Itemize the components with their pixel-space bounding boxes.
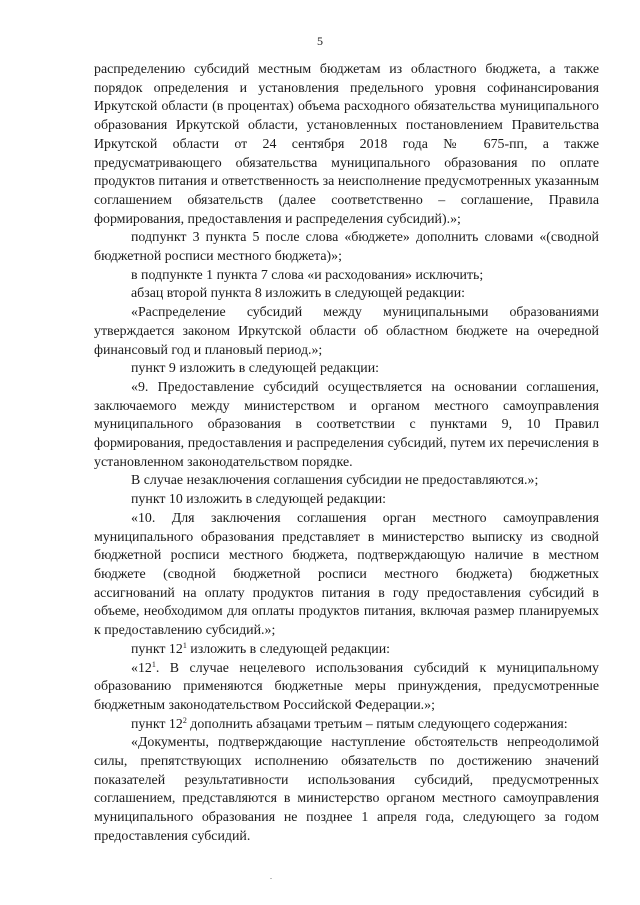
page-number: 5 [317, 34, 323, 48]
paragraph: «Документы, подтверждающие наступление обстоятельств непреодолимой силы, препятствующих исполнению обязательств по достижению значений показателей результативности использования субсидий, предусмотренных соглашением, представляются в министерство органом местного самоуправления муниципального образования не позднее 1 апреля года, следующего за годом предоставления субсидий. [94, 735, 599, 844]
paragraph-text-after: дополнить абзацами третьим – пятым следующего содержания: [186, 716, 568, 732]
document-body [94, 61, 599, 847]
paragraph: подпункт 3 пункта 5 после слова «бюджете» дополнить словами «(сводной бюджетной росписи местного бюджета)»; [94, 230, 599, 265]
paragraph: пункт 10 изложить в следующей редакции: [131, 492, 386, 508]
paragraph: в подпункте 1 пункта 7 слова «и расходования» исключить; [131, 267, 484, 283]
paragraph: пункт 9 изложить в следующей редакции: [131, 361, 380, 377]
paragraph [94, 641, 599, 660]
paragraph: распределению субсидий местным бюджетам из областного бюджета, а также порядок определения и установления предельного уровня софинансирования Иркутской области (в процентах) объема расходного обязательства муниципального образования Иркутской области, установленных постановлением Правительства Иркутской области от 24 сентября 2018 года № 675-пп, а также предусматривающего обязательства муниципального образования по оплате продуктов питания и ответственность за неисполнение предусмотренных указанным соглашением обязательств (далее соответственно – соглашение, Правила формирования, предоставления и распределения субсидий).»; [94, 62, 599, 227]
paragraph: В случае незаключения соглашения субсидии не предоставляются.»; [131, 473, 539, 489]
paragraph: «Распределение субсидий между муниципальными образованиями утверждается законом Иркутской области об областном бюджете на очередной финансовый год и плановый период.»; [94, 305, 599, 358]
paragraph-text-before: пункт 12 [131, 716, 183, 732]
paragraph: абзац второй пункта 8 изложить в следующей редакции: [131, 286, 466, 302]
paragraph: «10. Для заключения соглашения орган местного самоуправления муниципального образования представляет в министерство выписку из сводной бюджетной росписи местного бюджета, подтверждающую наличие в местном бюджете (сводной бюджетной росписи местного бюджета) бюджетных ассигнований на оплату продуктов питания в году предоставления субсидий в объеме, необходимом для оплаты продуктов питания, включая размер планируемых к предоставлению субсидий.»; [94, 510, 599, 639]
paragraph [94, 716, 599, 735]
paragraph-text-before: пункт 12 [131, 641, 183, 657]
paragraph-text-before: «12 [131, 660, 152, 676]
paragraph: «9. Предоставление субсидий осуществляется на основании соглашения, заключаемого между министерством и органом местного самоуправления муниципального образования в соответствии с пунктами 9, 10 Правил формирования, предоставления и распределения субсидий, путем их перечисления в установленном законодательством порядке. [94, 379, 599, 470]
superscript-index: 1 [182, 640, 187, 650]
paragraph-text-after: изложить в следующей редакции: [186, 641, 390, 657]
paragraph-text-after: . В случае нецелевого использования субсидий к муниципальному образованию применяются бюджетные меры принуждения, предусмотренные бюджетным законодательством Российской Федерации.»; [94, 660, 599, 713]
paragraph [94, 660, 599, 716]
superscript-index: 2 [182, 715, 187, 725]
scan-speck [270, 878, 272, 879]
superscript-index: 1 [151, 659, 156, 669]
